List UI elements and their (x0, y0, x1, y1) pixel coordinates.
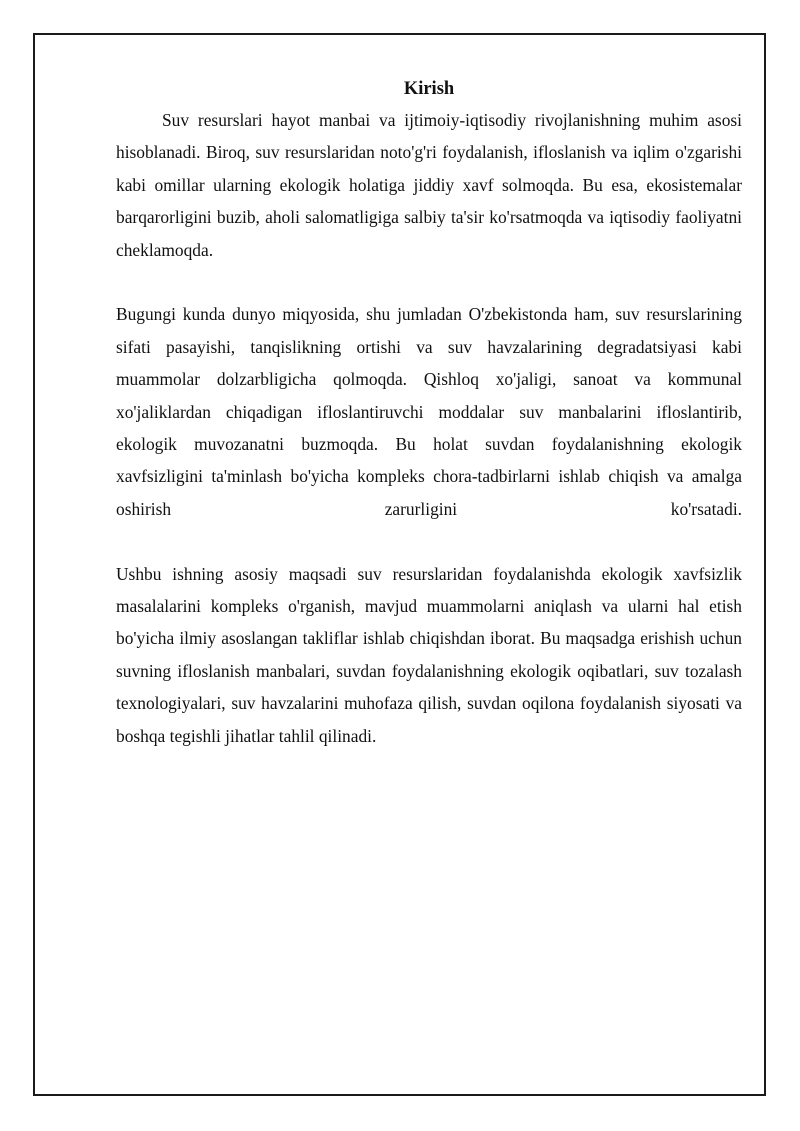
section-title: Kirish (403, 79, 455, 99)
paragraph-intro: Suv resurslari hayot manbai va ijtimoiy-iqtisodiy rivojlanishning muhim asosi hisoblanadi. Biroq, suv resurslaridan noto'g'ri foydalanish, ifloslanish va iqlim o'zgarishi kabi omillar ularning ekologik holatiga jiddiy xavf solmoqda. Bu esa, ekosistemalar barqarorligini buzib, aholi salomatligiga salbiy ta'sir ko'rsatmoqda va iqtisodiy faoliyatni cheklamoqda. (116, 110, 742, 260)
paragraph-goal: Ushbu ishning asosiy maqsadi suv resurslaridan foydalanishda ekologik xavfsizlik masalalarini kompleks o'rganish, mavjud muammolarni aniqlash va ularni hal etish bo'yicha ilmiy asoslangan takliflar ishlab chiqishdan iborat. Bu maqsadga erishish uchun suvning ifloslanish manbalari, suvdan foydalanishning ekologik oqibatlari, suv tozalash texnologiyalari, suv havzalarini muhofaza qilish, suvdan oqilona foydalanish siyosati va boshqa tegishli jihatlar tahlil qilinadi. (116, 563, 742, 746)
paragraph-spacer (116, 525, 742, 557)
paragraph-problems: Bugungi kunda dunyo miqyosida, shu jumladan O'zbekistonda ham, suv resurslarining sifati pasayishi, tanqislikning ortishi va suv havzalarining degradatsiyasi kabi muammolar dolzarbligicha qolmoqda. Qishloq xo'jaligi, sanoat va kommunal xo'jaliklardan chiqadigan ifloslantiruvchi moddalar suv manbalarini ifloslantirib, ekologik muvozanatni buzmoqda. Bu holat suvdan foydalanishning ekologik xavfsizligini ta'minlash bo'yicha kompleks chora-tadbirlarni ishlab chiqish va amalga oshirish zarurligini ko'rsatadi. (116, 304, 742, 519)
paragraph-spacer (116, 266, 742, 298)
document-body (116, 72, 742, 752)
